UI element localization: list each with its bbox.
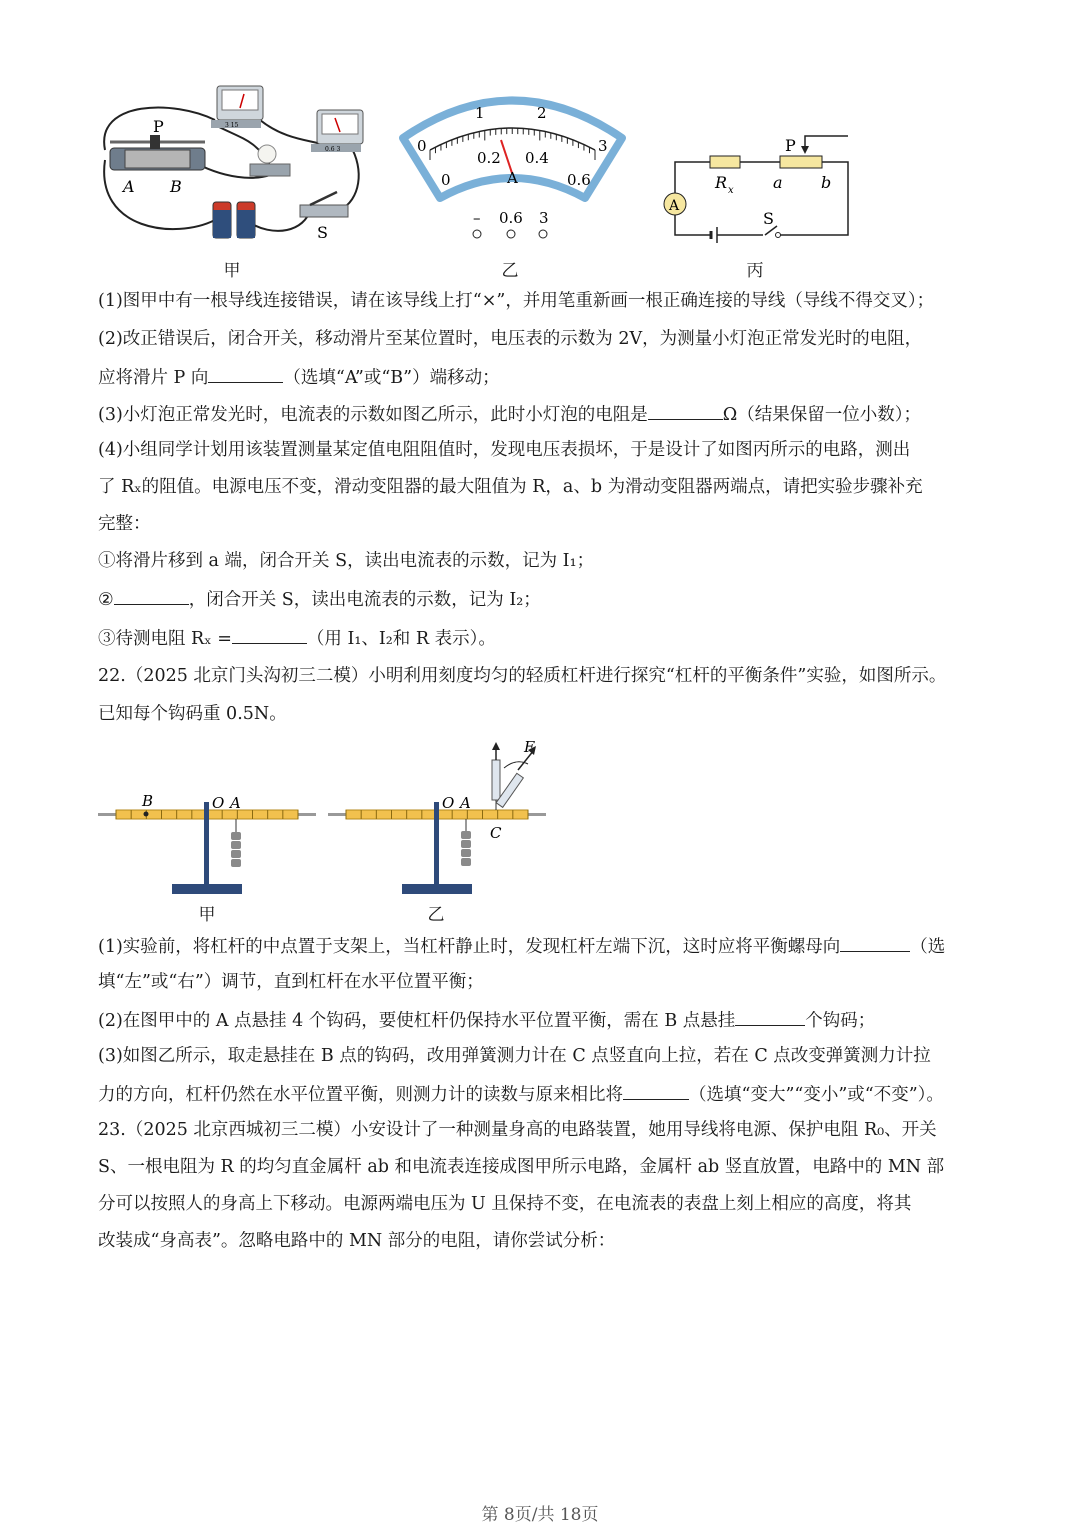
q23-line-d: 改装成“身高表”。忽略电路中的 MN 部分的电阻，请你尝试分析：	[98, 1231, 616, 1251]
terminal-minus: –	[473, 209, 481, 227]
q22-part1b: 填“左”或“右”）调节，直到杠杆在水平位置平衡；	[98, 972, 484, 992]
q21-part4a: (4)小组同学计划用该装置测量某定值电阻阻值时，发现电压表损坏，于是设计了如图丙所示的电路，测出	[98, 440, 911, 460]
ammeter-symbol: A	[669, 198, 680, 214]
q22-part3a: (3)如图乙所示，取走悬挂在 B 点的钩码，改用弹簧测力计在 C 点竖直向上拉，若在 C 点改变弹簧测力计拉	[98, 1046, 931, 1066]
inner-tick-1: 0.2	[477, 149, 501, 167]
q23-line-b: S、一根电阻为 R 的均匀直金属杆 ab 和电流表连接成图甲所示电路，金属杆 ab 竖直放置，电路中的 MN 部	[98, 1157, 945, 1177]
label-rx: R	[715, 173, 728, 192]
answer-blank[interactable]	[114, 586, 189, 605]
answer-blank[interactable]	[648, 401, 723, 420]
q21-step3-pre: ③待测电阻 Rₓ =	[98, 629, 232, 649]
page-footer: 第 8页/共 18页	[481, 1505, 599, 1525]
answer-blank[interactable]	[208, 364, 283, 383]
caption-jia: 甲	[223, 261, 241, 281]
q21-step2-post: ，闭合开关 S，读出电流表的示数，记为 I₂；	[188, 590, 541, 610]
lever-yi-label-c: C	[490, 824, 502, 842]
inner-tick-2: 0.4	[525, 149, 549, 167]
lever-label-a: A	[230, 794, 241, 812]
q21-part2b-pre: 应将滑片 P 向	[98, 368, 209, 388]
q21-step2-pre: ②	[98, 590, 114, 610]
voltmeter-scale: 3 15	[225, 122, 239, 129]
outer-tick-0: 0	[417, 137, 427, 155]
figure-lever-yi	[328, 738, 546, 900]
label-s-bing: S	[763, 209, 774, 228]
terminal-06: 0.6	[499, 209, 523, 227]
q21-part2b-post: （选填“A”或“B”）端移动；	[283, 368, 500, 388]
lever-yi-label-a: A	[460, 794, 471, 812]
outer-tick-2: 2	[537, 104, 547, 122]
q22-part1-post: （选	[910, 937, 946, 957]
outer-tick-3: 3	[598, 137, 608, 155]
q21-part4b: 了 Rₓ的阻值。电源电压不变，滑动变阻器的最大阻值为 R，a、b 为滑动变阻器两端点，请把实验步骤补充	[98, 477, 923, 497]
label-p-bing: P	[785, 136, 796, 155]
answer-blank[interactable]	[232, 625, 307, 644]
q21-step2	[98, 586, 541, 612]
q21-part1: (1)图甲中有一根导线连接错误，请在该导线上打“×”，并用笔重新画一根正确连接的导线（导线不得交叉）；	[98, 291, 935, 311]
label-a: A	[123, 177, 135, 196]
q22-intro-b: 已知每个钩码重 0.5N。	[98, 704, 287, 724]
q22-part2	[98, 1007, 875, 1033]
lever-yi-label-f: F	[524, 738, 535, 756]
caption-bing: 丙	[746, 261, 764, 281]
q21-part3	[98, 401, 921, 427]
label-rx-sub: x	[728, 185, 734, 196]
q22-intro-a: 22.（2025 北京门头沟初三二模）小明利用刻度均匀的轻质杠杆进行探究“杠杆的平衡条件”实验，如图所示。	[98, 666, 947, 686]
figure-circuit-bing	[655, 130, 855, 245]
q21-step3-post: （用 I₁、I₂和 R 表示）。	[306, 629, 496, 649]
answer-blank[interactable]	[735, 1007, 805, 1026]
label-s: S	[317, 223, 328, 242]
figure-lever-jia	[98, 790, 316, 900]
q22-part2-pre: (2)在图甲中的 A 点悬挂 4 个钩码，要使杠杆仍保持水平位置平衡，需在 B 点悬挂	[98, 1011, 736, 1031]
inner-tick-3: 0.6	[567, 171, 591, 189]
lever-label-b: B	[142, 792, 154, 810]
q21-part2b	[98, 364, 500, 390]
outer-tick-1: 1	[475, 104, 485, 122]
q22-part3b	[98, 1081, 944, 1107]
q22-part1-pre: (1)实验前，将杠杆的中点置于支架上，当杠杆静止时，发现杠杆左端下沉，这时应将平衡螺母向	[98, 937, 841, 957]
inner-tick-0: 0	[441, 171, 451, 189]
q21-part4c: 完整：	[98, 514, 151, 534]
label-p: P	[153, 117, 164, 136]
q22-part1	[98, 933, 945, 959]
q22-part3b-pre: 力的方向，杠杆仍然在水平位置平衡，则测力计的读数与原来相比将	[98, 1085, 623, 1105]
unit-label: A	[507, 169, 518, 187]
answer-blank[interactable]	[623, 1081, 689, 1100]
q23-line-a: 23.（2025 北京西城初三二模）小安设计了一种测量身高的电路装置，她用导线将电源、保护电阻 R₀、开关	[98, 1120, 937, 1140]
terminal-3: 3	[539, 209, 549, 227]
ammeter-scale: 0.6 3	[325, 146, 341, 153]
figure-circuit-jia	[95, 80, 375, 250]
caption-lever-jia: 甲	[198, 905, 216, 925]
hook-weights	[231, 832, 241, 867]
label-b-bing: b	[821, 173, 832, 192]
q21-part2a: (2)改正错误后，闭合开关，移动滑片至某位置时，电压表的示数为 2V，为测量小灯泡正常发光时的电阻，	[98, 329, 923, 349]
figure-ammeter-yi	[395, 88, 630, 248]
lever-yi-label-o: O	[442, 794, 455, 812]
answer-blank[interactable]	[840, 933, 910, 952]
caption-yi: 乙	[501, 261, 519, 281]
q23-line-c: 分可以按照人的身高上下移动。电源两端电压为 U 且保持不变，在电流表的表盘上刻上相应的高度，将其	[98, 1194, 912, 1214]
caption-lever-yi: 乙	[427, 905, 445, 925]
q21-step1: ①将滑片移到 a 端，闭合开关 S，读出电流表的示数，记为 I₁；	[98, 551, 595, 571]
q21-part3-post: Ω（结果保留一位小数）；	[722, 405, 922, 425]
label-b: B	[170, 177, 182, 196]
label-a-bing: a	[773, 173, 783, 192]
q22-part3b-post: （选填“变大”“变小”或“不变”）。	[689, 1085, 944, 1105]
lever-label-o: O	[212, 794, 225, 812]
q21-part3-pre: (3)小灯泡正常发光时，电流表的示数如图乙所示，此时小灯泡的电阻是	[98, 405, 648, 425]
q22-part2-post: 个钩码；	[805, 1011, 876, 1031]
q21-step3	[98, 625, 496, 651]
